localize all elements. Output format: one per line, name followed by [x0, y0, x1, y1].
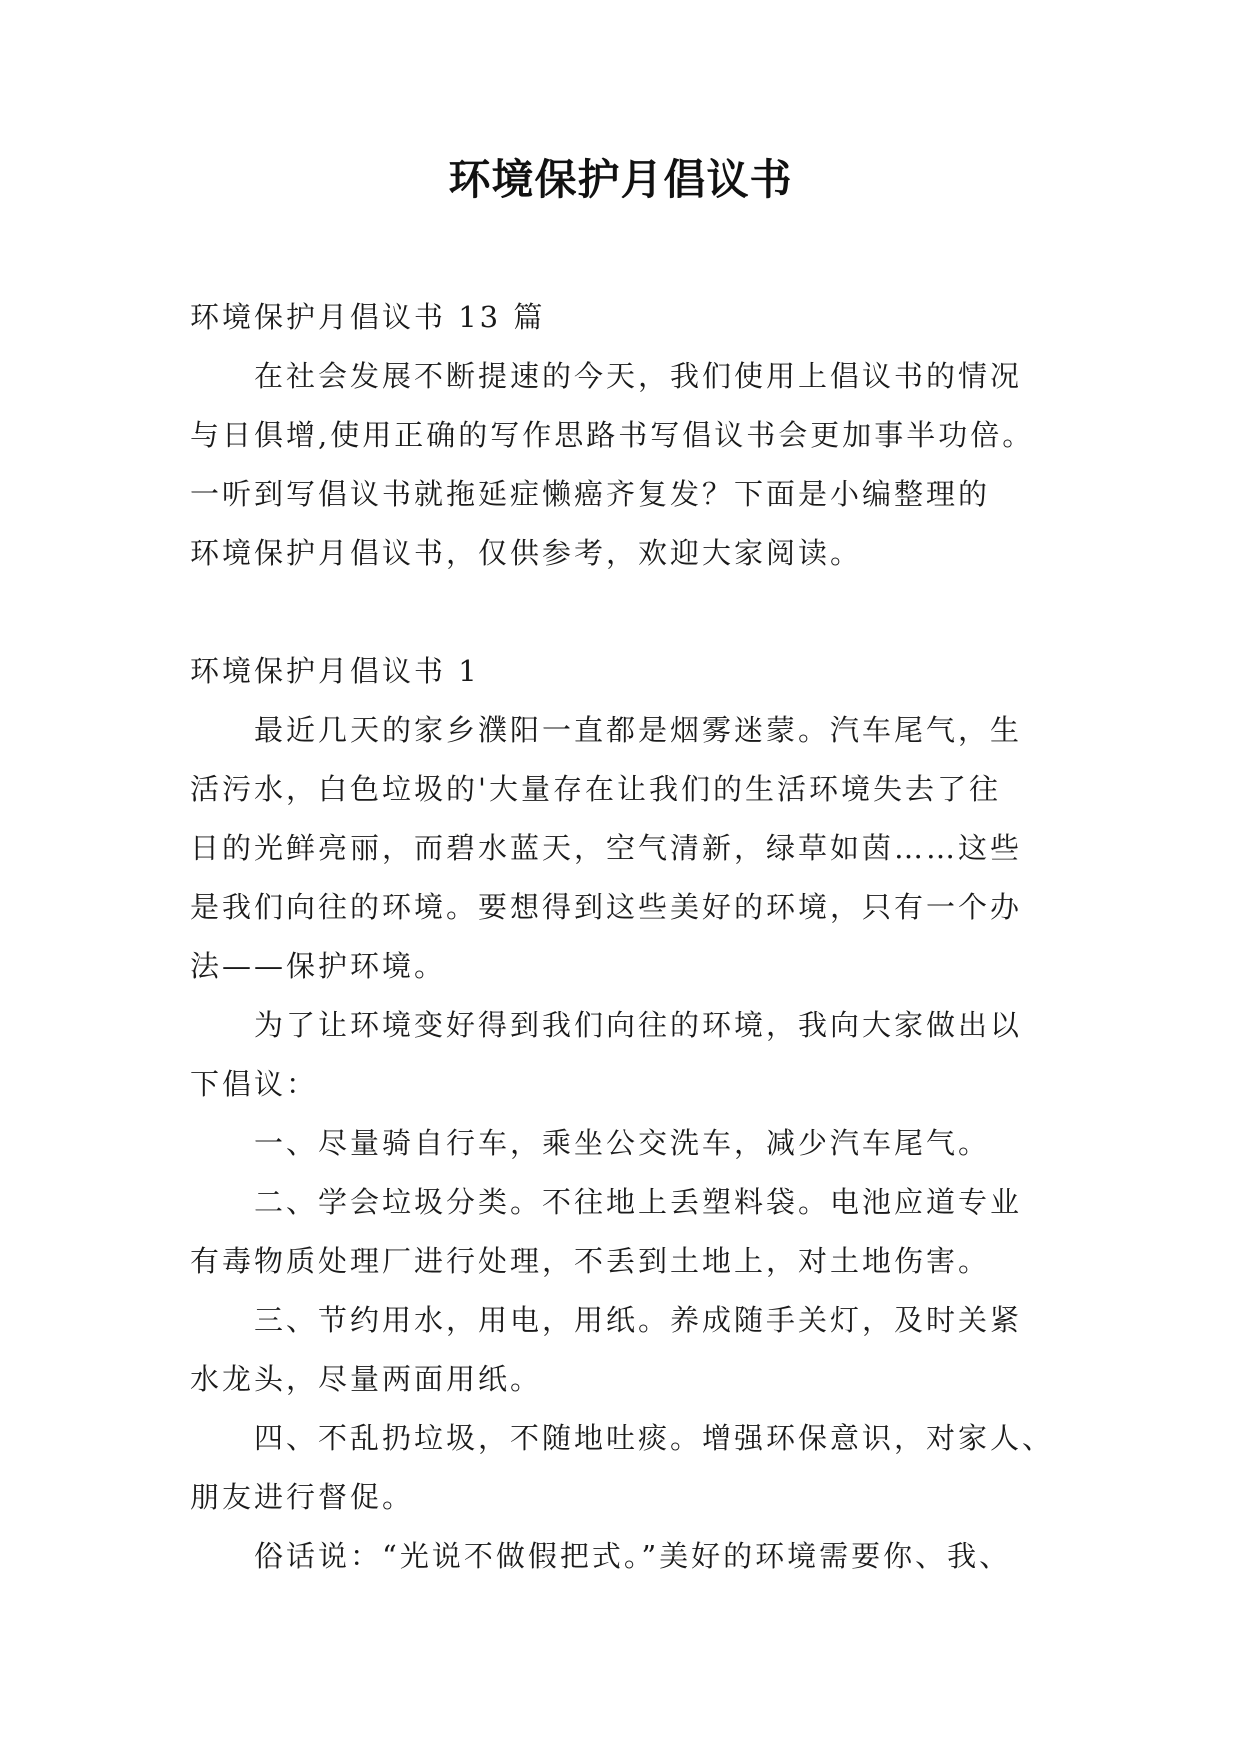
- intro-line: 在社会发展不断提速的今天，我们使用上倡议书的情况: [254, 359, 1023, 393]
- proposal-item-3: 三、节约用水，用电，用纸。养成随手关灯，及时关紧: [254, 1303, 1023, 1337]
- section1-para1-line: 是我们向往的环境。要想得到这些美好的环境，只有一个办: [190, 890, 1023, 924]
- section1-para2-line: 下倡议：: [190, 1067, 319, 1101]
- proposal-item-2-cont: 有毒物质处理厂进行处理，不丢到土地上，对土地伤害。: [190, 1244, 991, 1278]
- document-title: 环境保护月倡议书: [448, 155, 793, 204]
- section1-para1-line: 最近几天的家乡濮阳一直都是烟雾迷蒙。汽车尾气，生: [254, 713, 1023, 747]
- proposal-item-4-cont: 朋友进行督促。: [190, 1480, 415, 1514]
- proposal-item-1: 一、尽量骑自行车，乘坐公交洗车，减少汽车尾气。: [254, 1126, 991, 1160]
- paragraph-gap: [190, 583, 1060, 642]
- closing-line: 俗话说：“光说不做假把式。”美好的环境需要你、我、: [254, 1539, 1012, 1573]
- section1-para2-line: 为了让环境变好得到我们向往的环境，我向大家做出以: [254, 1008, 1023, 1042]
- proposal-item-4: 四、不乱扔垃圾，不随地吐痰。增强环保意识，对家人、: [254, 1421, 1055, 1455]
- section1-para1-line: 日的光鲜亮丽，而碧水蓝天，空气清新，绿草如茵……这些: [190, 831, 1023, 865]
- section-heading: 环境保护月倡议书 1: [190, 654, 480, 688]
- intro-line: 与日俱增,使用正确的写作思路书写倡议书会更加事半功倍。: [190, 418, 1035, 452]
- intro-line: 环境保护月倡议书，仅供参考，欢迎大家阅读。: [190, 536, 863, 570]
- document-subtitle: 环境保护月倡议书 13 篇: [190, 300, 546, 334]
- section1-para1-line: 法——保护环境。: [190, 949, 447, 983]
- section1-para1-line: 活污水，白色垃圾的'大量存在让我们的生活环境失去了往: [190, 772, 1001, 806]
- document-body: [190, 288, 1060, 1586]
- intro-line: 一听到写倡议书就拖延症懒癌齐复发？下面是小编整理的: [190, 477, 991, 511]
- proposal-item-3-cont: 水龙头，尽量两面用纸。: [190, 1362, 543, 1396]
- proposal-item-2: 二、学会垃圾分类。不往地上丢塑料袋。电池应道专业: [254, 1185, 1023, 1219]
